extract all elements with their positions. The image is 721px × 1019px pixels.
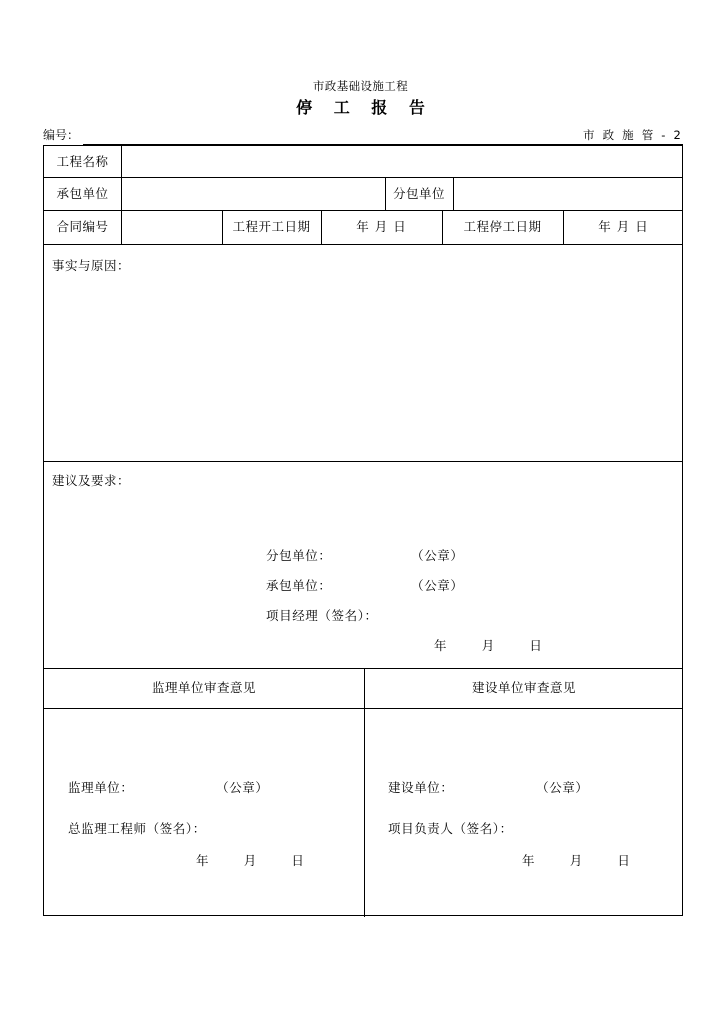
value-supervision-review[interactable] <box>52 714 357 769</box>
supervision-unit-label: 监理单位： <box>68 780 134 795</box>
table-hrule-6 <box>44 708 682 709</box>
form-code: 市 政 施 管 - 2 <box>583 128 683 142</box>
label-stop-date: 工程停工日期 <box>463 219 542 235</box>
table-hrule-4 <box>44 461 682 462</box>
suggestions-date-day: 日 <box>529 638 543 653</box>
suggestions-date-line <box>434 636 542 654</box>
value-subcontractor[interactable] <box>453 177 684 210</box>
heading-facts-and-reasons: 事实与原因： <box>52 258 131 273</box>
label-project-name: 工程名称 <box>56 153 109 169</box>
value-construction-review[interactable] <box>372 714 677 769</box>
construction-date-month: 月 <box>569 853 583 868</box>
value-stop-date[interactable]: 年 月 日 <box>598 219 649 235</box>
header-construction-review: 建设单位审查意见 <box>471 680 576 696</box>
document-title-block <box>0 78 721 121</box>
label-contract-number: 合同编号 <box>56 219 109 235</box>
sig-project-manager-label: 项目经理（签名）： <box>266 608 378 623</box>
value-contract-number[interactable] <box>121 210 222 244</box>
supervision-unit-seal: （公章） <box>216 780 269 795</box>
suggestions-date-month: 月 <box>481 638 495 653</box>
value-start-date[interactable]: 年 月 日 <box>356 219 407 235</box>
supervision-signer-label: 总监理工程师（签名）： <box>68 821 206 836</box>
supervision-date-day: 日 <box>291 853 305 868</box>
label-start-date: 工程开工日期 <box>232 219 311 235</box>
construction-unit-label: 建设单位： <box>388 780 454 795</box>
sig-subcontractor-label: 分包单位： <box>266 548 332 563</box>
value-contractor[interactable] <box>121 177 385 210</box>
heading-suggestions-and-requirements: 建议及要求： <box>52 473 131 488</box>
suggestions-date-year: 年 <box>434 638 448 653</box>
construction-date-line <box>522 851 630 869</box>
supervision-date-month: 月 <box>243 853 257 868</box>
value-suggestions-and-requirements[interactable] <box>52 491 676 539</box>
sig-contractor-seal: （公章） <box>411 578 464 593</box>
document-subtitle: 市政基础设施工程 <box>312 79 409 93</box>
supervision-date-line <box>196 851 304 869</box>
header-supervision-review: 监理单位审查意见 <box>151 680 256 696</box>
construction-unit-seal: （公章） <box>536 780 589 795</box>
sig-subcontractor-seal: （公章） <box>411 548 464 563</box>
table-hrule-3 <box>44 244 682 245</box>
page-title: 停 工 报 告 <box>296 98 433 117</box>
serial-label: 编号： <box>43 128 80 142</box>
sig-contractor-label: 承包单位： <box>266 578 332 593</box>
value-facts-and-reasons[interactable] <box>52 276 676 456</box>
label-contractor: 承包单位 <box>56 185 109 201</box>
construction-date-year: 年 <box>522 853 536 868</box>
serial-row <box>43 126 683 146</box>
report-table <box>43 145 683 916</box>
label-subcontractor: 分包单位 <box>392 185 445 201</box>
value-project-name[interactable] <box>121 146 684 177</box>
supervision-date-year: 年 <box>196 853 210 868</box>
construction-date-day: 日 <box>617 853 631 868</box>
construction-signer-label: 项目负责人（签名）： <box>388 821 513 836</box>
